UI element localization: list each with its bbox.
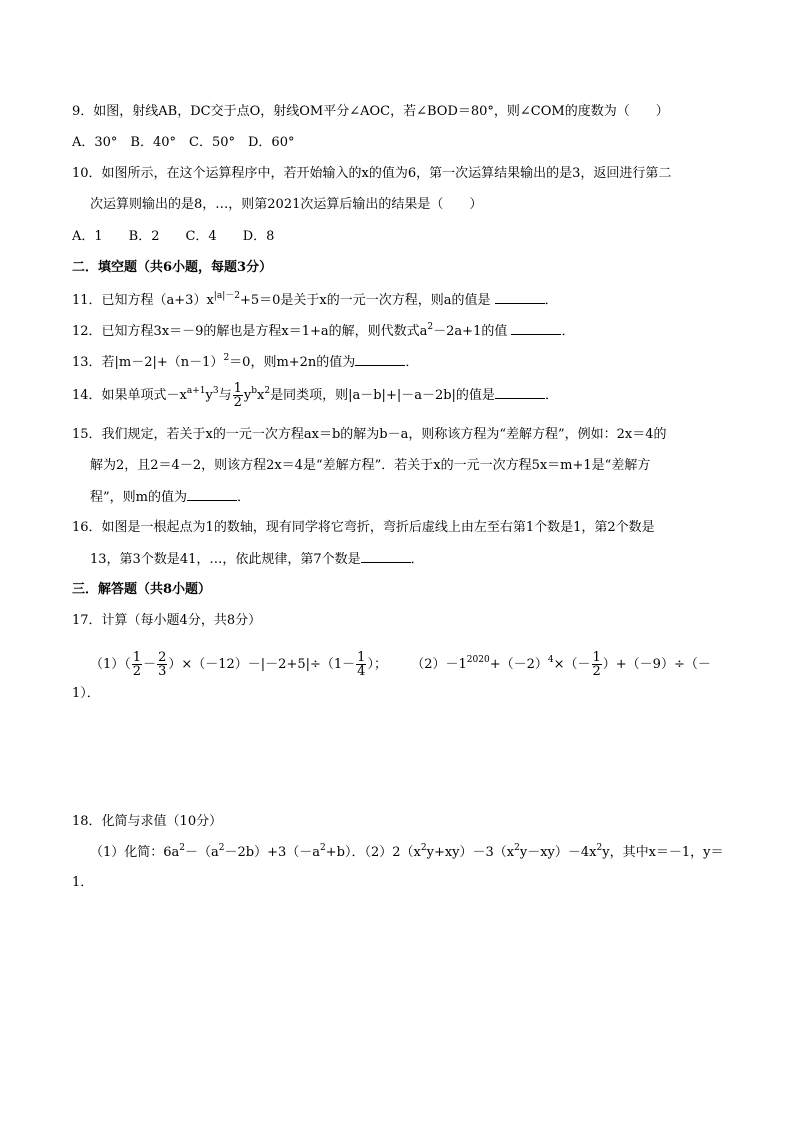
- answer-blank: [511, 322, 561, 335]
- q15-line1: 15．我们规定，若关于x的一元一次方程ax＝b的解为b－a，则称该方程为“差解方程”，例如：2x＝4的: [72, 427, 667, 442]
- answer-blank: [495, 386, 545, 399]
- q16-line1: 16．如图是一根起点为1的数轴，现有同学将它弯折，弯折后虚线上由左至右第1个数是1，第2个数是: [72, 520, 655, 535]
- q18-continuation: 1．: [72, 875, 94, 890]
- answer-blank: [495, 291, 545, 304]
- fraction: $\frac{1}{2}$: [132, 650, 142, 679]
- q17-continuation: 1）．: [72, 686, 100, 701]
- section-solve-heading: 三．解答题（共8小题）: [72, 582, 212, 597]
- q18-parts: （1）化简：$6a^2-(a^2-2b)+3(-a^2+b)$．$(2)2(x^2y+xy)-3(x^2y-xy)-4x^2y$，其中x＝－1，y＝: [90, 843, 724, 860]
- q11: 11．已知方程$(a+3)x^{|a|-2}+5=0$是关于x的一元一次方程，则a的值是 ．: [72, 291, 558, 308]
- q10-stem-line1: 10．如图所示，在这个运算程序中，若开始输入的x的值为6，第一次运算结果输出的是3，返回进行第二: [72, 166, 672, 181]
- q17-parts: （1）（ $\frac{1}{2}$ － $\frac{2}{3}$ ）×（－12）－|－2+5|÷（1－ $\frac{1}{4}$ ）； $(2)-1^{2020}+(-2)^4\times(-$ $\frac{1}{2}$ ）+（－9）÷（－: [90, 650, 711, 679]
- fraction: $\frac{1}{2}$: [592, 650, 601, 679]
- q13: 13．若$|m-2|+(n-1)^2=0$，则m+2n的值为 ．: [72, 353, 419, 370]
- q18-title: 18．化简与求值（10分）: [72, 814, 223, 829]
- q9-options: A．30° B．40° C．50° D．60°: [72, 135, 295, 150]
- q12: 12．已知方程3x＝－9的解也是方程x＝1+a的解，则代数式$a^2-2a+1$的值 ．: [72, 322, 575, 339]
- q17-title: 17．计算（每小题4分，共8分）: [72, 613, 262, 628]
- q15-line2: 解为2，且2＝4－2，则该方程2x＝4是“差解方程”．若关于x的一元一次方程5x＝m+1是“差解方: [90, 458, 651, 473]
- q15-line3: 程”，则m的值为 ．: [90, 490, 250, 505]
- q9-stem: 9．如图，射线AB，DC交于点O，射线OM平分∠AOC，若∠BOD＝80°，则∠COM的度数为（ ）: [72, 104, 669, 119]
- q14: 14．如果单项式$-x^{a+1}y^3$与 $\frac{1}{2}$ $y^bx^2$是同类项，则|a－b|+|－a－2b|的值是 ．: [72, 381, 558, 410]
- q10-options: A．1 B．2 C．4 D．8: [72, 229, 275, 244]
- fraction: $\frac{1}{4}$: [357, 650, 366, 679]
- fraction: $\frac{2}{3}$: [158, 650, 167, 679]
- answer-blank: [187, 488, 237, 501]
- q16-line2: 13，第3个数是41，…，依此规律，第7个数是 ．: [90, 552, 424, 567]
- q10-stem-line2: 次运算则输出的是8，…，则第2021次运算后输出的结果是（ ）: [90, 197, 483, 212]
- answer-blank: [355, 353, 405, 366]
- section-fill-in-heading: 二．填空题（共6小题，每题3分）: [72, 260, 273, 275]
- fraction: $\frac{1}{2}$: [233, 381, 242, 410]
- answer-blank: [361, 550, 411, 563]
